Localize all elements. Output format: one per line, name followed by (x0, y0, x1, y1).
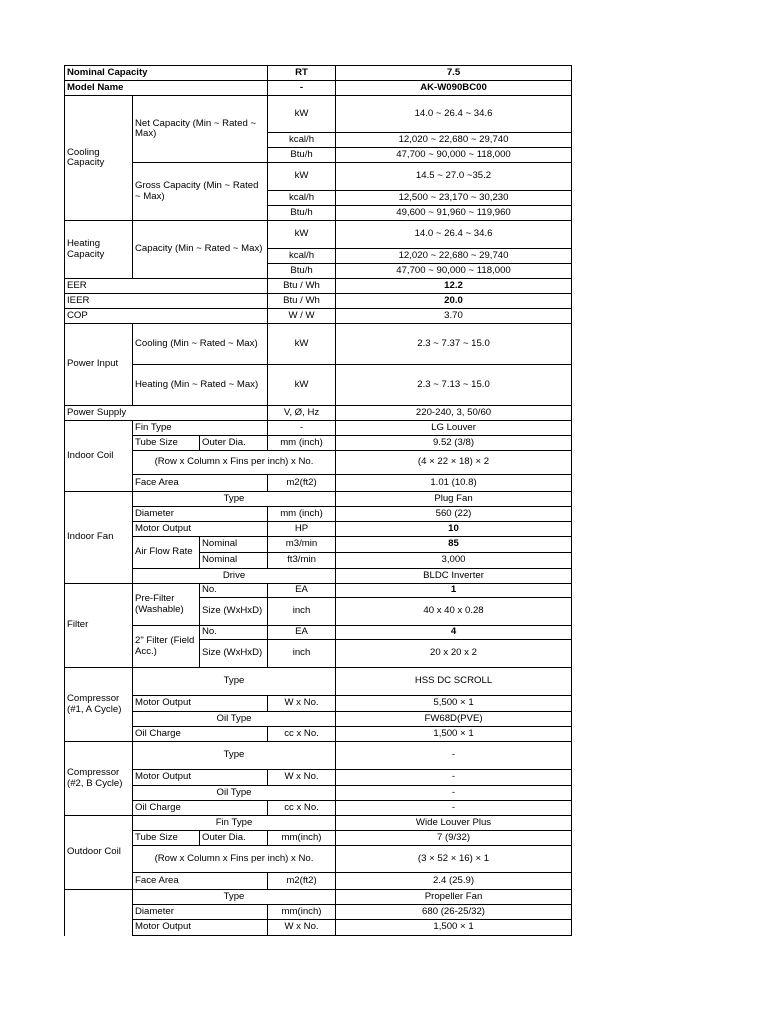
gross-capacity-btu: 49,600 ~ 91,960 ~ 119,960 (336, 206, 572, 221)
compressor1-motor-label: Motor Output (133, 696, 268, 712)
filter-label: Filter (65, 584, 133, 668)
outdoor-tube-size-label: Tube Size (133, 831, 200, 846)
outdoor-face-area-unit: m2(ft2) (268, 873, 336, 890)
unit-kcal: kcal/h (268, 191, 336, 206)
two-inch-filter-no-unit: EA (268, 626, 336, 640)
indoor-face-area-unit: m2(ft2) (268, 475, 336, 492)
two-inch-filter-no-label: No. (200, 626, 268, 640)
cop-value: 3.70 (336, 309, 572, 324)
table-row (65, 81, 572, 96)
table-row (65, 786, 572, 801)
two-inch-filter-size-value: 20 x 20 x 2 (336, 640, 572, 668)
cooling-capacity-label: Cooling Capacity (65, 96, 133, 221)
air-flow-value-m3: 85 (336, 537, 572, 553)
outdoor-rows-label: (Row x Column x Fins per inch) x No. (133, 846, 336, 873)
indoor-face-area-label: Face Area (133, 475, 268, 492)
table-row (65, 492, 572, 507)
air-flow-nominal-label: Nominal (200, 537, 268, 553)
indoor-tube-size-unit: mm (inch) (268, 436, 336, 451)
table-row (65, 712, 572, 727)
table-row (65, 890, 572, 905)
heating-capacity-kw: 14.0 ~ 26.4 ~ 34.6 (336, 221, 572, 249)
indoor-tube-size-label: Tube Size (133, 436, 200, 451)
nominal-capacity-label: Nominal Capacity (65, 66, 268, 81)
compressor2-type-label: Type (133, 742, 336, 770)
compressor2-oil-charge-unit: cc x No. (268, 801, 336, 816)
unit-btu: Btu/h (268, 148, 336, 163)
table-row (65, 696, 572, 712)
pre-filter-no-label: No. (200, 584, 268, 598)
indoor-fan-type-value: Plug Fan (336, 492, 572, 507)
indoor-rows-label: (Row x Column x Fins per inch) x No. (133, 451, 336, 475)
heating-sub-label: Capacity (Min ~ Rated ~ Max) (133, 221, 268, 279)
compressor2-motor-label: Motor Output (133, 770, 268, 786)
indoor-fan-diameter-unit: mm (inch) (268, 507, 336, 522)
compressor2-oil-charge-label: Oil Charge (133, 801, 268, 816)
indoor-fan-motor-unit: HP (268, 522, 336, 537)
unit-kw: kW (268, 221, 336, 249)
power-input-cooling-value: 2.3 ~ 7.37 ~ 15.0 (336, 324, 572, 365)
outdoor-face-area-label: Face Area (133, 873, 268, 890)
table-row (65, 324, 572, 365)
air-flow-nominal-label: Nominal (200, 553, 268, 569)
table-row (65, 475, 572, 492)
power-input-cooling-label: Cooling (Min ~ Rated ~ Max) (133, 324, 268, 365)
model-name-label: Model Name (65, 81, 268, 96)
compressor1-type-value: HSS DC SCROLL (336, 668, 572, 696)
pre-filter-size-value: 40 x 40 x 0.28 (336, 598, 572, 626)
pre-filter-no-value: 1 (336, 584, 572, 598)
eer-value: 12.2 (336, 279, 572, 294)
gross-capacity-kw: 14.5 ~ 27.0 ~35.2 (336, 163, 572, 191)
table-row (65, 365, 572, 406)
indoor-fan-drive-label: Drive (133, 569, 336, 584)
indoor-fan-label: Indoor Fan (65, 492, 133, 584)
outdoor-face-area-value: 2.4 (25.9) (336, 873, 572, 890)
compressor2-oil-charge-value: - (336, 801, 572, 816)
ieer-label: IEER (65, 294, 268, 309)
compressor1-motor-value: 5,500 × 1 (336, 696, 572, 712)
power-input-label: Power Input (65, 324, 133, 406)
table-row (65, 626, 572, 640)
table-row (65, 451, 572, 475)
air-flow-unit-ft3: ft3/min (268, 553, 336, 569)
table-row (65, 831, 572, 846)
compressor2-oil-type-label: Oil Type (133, 786, 336, 801)
indoor-fan-drive-value: BLDC Inverter (336, 569, 572, 584)
nominal-capacity-unit: RT (268, 66, 336, 81)
compressor1-oil-type-label: Oil Type (133, 712, 336, 727)
table-row (65, 742, 572, 770)
two-inch-filter-no-value: 4 (336, 626, 572, 640)
compressor2-oil-type-value: - (336, 786, 572, 801)
cop-unit: W / W (268, 309, 336, 324)
pre-filter-label: Pre-Filter (Washable) (133, 584, 200, 626)
nominal-capacity-value: 7.5 (336, 66, 572, 81)
power-input-cooling-unit: kW (268, 324, 336, 365)
compressor1-oil-charge-unit: cc x No. (268, 727, 336, 742)
air-flow-value-ft3: 3,000 (336, 553, 572, 569)
two-inch-filter-size-unit: inch (268, 640, 336, 668)
power-supply-value: 220-240, 3, 50/60 (336, 406, 572, 421)
table-row (65, 873, 572, 890)
heating-capacity-label: Heating Capacity (65, 221, 133, 279)
gross-capacity-kcal: 12,500 ~ 23,170 ~ 30,230 (336, 191, 572, 206)
table-row (65, 569, 572, 584)
ieer-unit: Btu / Wh (268, 294, 336, 309)
indoor-fan-diameter-label: Diameter (133, 507, 268, 522)
table-row (65, 507, 572, 522)
two-inch-filter-label: 2" Filter (Field Acc.) (133, 626, 200, 668)
heating-capacity-kcal: 12,020 ~ 22,680 ~ 29,740 (336, 249, 572, 264)
table-row (65, 279, 572, 294)
indoor-tube-size-value: 9.52 (3/8) (336, 436, 572, 451)
unit-kcal: kcal/h (268, 249, 336, 264)
outdoor-fan-type-label: Type (133, 890, 336, 905)
net-capacity-kcal: 12,020 ~ 22,680 ~ 29,740 (336, 133, 572, 148)
indoor-tube-size-sub: Outer Dia. (200, 436, 268, 451)
net-capacity-label: Net Capacity (Min ~ Rated ~ Max) (133, 96, 268, 163)
outdoor-fan-type-value: Propeller Fan (336, 890, 572, 905)
compressor2-label: Compressor (#2, B Cycle) (65, 742, 133, 816)
compressor1-label: Compressor (#1, A Cycle) (65, 668, 133, 742)
outdoor-fan-diameter-unit: mm(inch) (268, 905, 336, 920)
pre-filter-size-unit: inch (268, 598, 336, 626)
power-input-heating-value: 2.3 ~ 7.13 ~ 15.0 (336, 365, 572, 406)
table-row (65, 816, 572, 831)
table-row (65, 294, 572, 309)
compressor2-type-value: - (336, 742, 572, 770)
table-row (65, 221, 572, 249)
table-row (65, 406, 572, 421)
model-name-value: AK-W090BC00 (336, 81, 572, 96)
power-supply-unit: V, Ø, Hz (268, 406, 336, 421)
outdoor-fin-type-label: Fin Type (133, 816, 336, 831)
table-row (65, 770, 572, 786)
compressor1-oil-type-value: FW68D(PVE) (336, 712, 572, 727)
indoor-rows-value: (4 × 22 × 18) × 2 (336, 451, 572, 475)
table-row (65, 905, 572, 920)
table-row (65, 436, 572, 451)
indoor-fan-motor-value: 10 (336, 522, 572, 537)
compressor1-motor-unit: W x No. (268, 696, 336, 712)
air-flow-unit-m3: m3/min (268, 537, 336, 553)
eer-label: EER (65, 279, 268, 294)
indoor-face-area-value: 1.01 (10.8) (336, 475, 572, 492)
outdoor-fan-label (65, 890, 133, 936)
eer-unit: Btu / Wh (268, 279, 336, 294)
unit-btu: Btu/h (268, 264, 336, 279)
net-capacity-btu: 47,700 ~ 90,000 ~ 118,000 (336, 148, 572, 163)
table-row (65, 668, 572, 696)
outdoor-tube-size-sub: Outer Dia. (200, 831, 268, 846)
outdoor-fan-diameter-label: Diameter (133, 905, 268, 920)
outdoor-fan-motor-unit: W x No. (268, 920, 336, 936)
model-name-unit: - (268, 81, 336, 96)
unit-kcal: kcal/h (268, 133, 336, 148)
compressor1-oil-charge-label: Oil Charge (133, 727, 268, 742)
table-row (65, 309, 572, 324)
indoor-fan-motor-label: Motor Output (133, 522, 268, 537)
outdoor-fan-diameter-value: 680 (26-25/32) (336, 905, 572, 920)
outdoor-coil-label: Outdoor Coil (65, 816, 133, 890)
heating-capacity-btu: 47,700 ~ 90,000 ~ 118,000 (336, 264, 572, 279)
table-row (65, 846, 572, 873)
pre-filter-size-label: Size (WxHxD) (200, 598, 268, 626)
indoor-fan-type-label: Type (133, 492, 336, 507)
power-input-heating-label: Heating (Min ~ Rated ~ Max) (133, 365, 268, 406)
table-row (65, 537, 572, 553)
compressor2-motor-unit: W x No. (268, 770, 336, 786)
table-row (65, 801, 572, 816)
table-row (65, 96, 572, 133)
unit-btu: Btu/h (268, 206, 336, 221)
indoor-fin-type-label: Fin Type (133, 421, 268, 436)
indoor-fin-type-unit: - (268, 421, 336, 436)
table-row (65, 66, 572, 81)
compressor1-oil-charge-value: 1,500 × 1 (336, 727, 572, 742)
spec-table (64, 65, 572, 936)
indoor-coil-label: Indoor Coil (65, 421, 133, 492)
table-row (65, 421, 572, 436)
outdoor-tube-size-value: 7 (9/32) (336, 831, 572, 846)
outdoor-fan-motor-value: 1,500 × 1 (336, 920, 572, 936)
two-inch-filter-size-label: Size (WxHxD) (200, 640, 268, 668)
outdoor-tube-size-unit: mm(inch) (268, 831, 336, 846)
table-row (65, 920, 572, 936)
outdoor-fan-motor-label: Motor Output (133, 920, 268, 936)
pre-filter-no-unit: EA (268, 584, 336, 598)
indoor-fin-type-value: LG Louver (336, 421, 572, 436)
power-input-heating-unit: kW (268, 365, 336, 406)
unit-kw: kW (268, 96, 336, 133)
ieer-value: 20.0 (336, 294, 572, 309)
cop-label: COP (65, 309, 268, 324)
table-row (65, 522, 572, 537)
indoor-fan-diameter-value: 560 (22) (336, 507, 572, 522)
outdoor-fin-type-value: Wide Louver Plus (336, 816, 572, 831)
table-row (65, 727, 572, 742)
unit-kw: kW (268, 163, 336, 191)
gross-capacity-label: Gross Capacity (Min ~ Rated ~ Max) (133, 163, 268, 221)
outdoor-rows-value: (3 × 52 × 16) × 1 (336, 846, 572, 873)
table-row (65, 584, 572, 598)
compressor2-motor-value: - (336, 770, 572, 786)
compressor1-type-label: Type (133, 668, 336, 696)
net-capacity-kw: 14.0 ~ 26.4 ~ 34.6 (336, 96, 572, 133)
table-row (65, 163, 572, 191)
air-flow-rate-label: Air Flow Rate (133, 537, 200, 569)
power-supply-label: Power Supply (65, 406, 268, 421)
